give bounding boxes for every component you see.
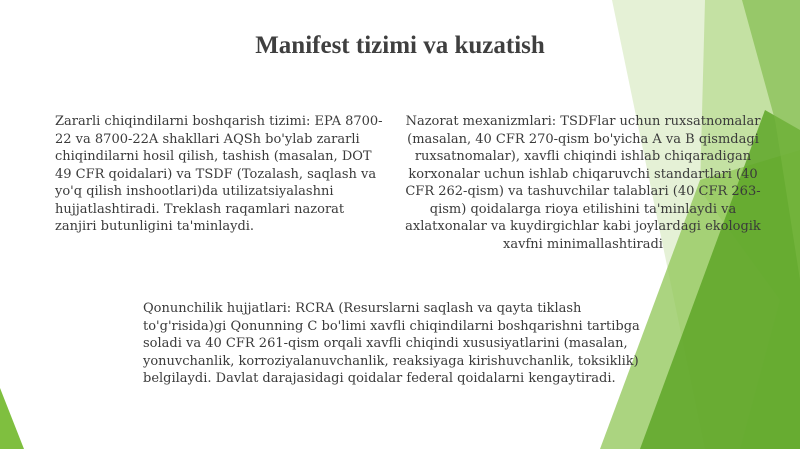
bottom-text-block: Qonunchilik hujjatlari: RCRA (Resurslarni saqlash va qayta tiklash to'g'risida)gi Qonunning C bo'limi xavfli chiqindilarni boshqarishni tartibga soladi va 40 CFR 261-qism orqali xavfli chiqindi xususiyatlarini (masalan, yonuvchanlik, korroziyalanuvchanlik, reaksiyaga kirishuvchanlik, toksiklik) belgilaydi. Davlat darajasidagi qoidalar federal qoidalarni kengaytiradi.: [143, 301, 640, 386]
slide-title: Manifest tizimi va kuzatish: [255, 32, 545, 59]
left-text-block: Zararli chiqindilarni boshqarish tizimi: EPA 8700-22 va 8700-22A shakllari AQSh bo'ylab zararli chiqindilarni hosil qilish, tashish (masalan, DOT 49 CFR qoidalari) va TSDF (Tozalash, saqlash va yo'q qilish inshootlari)da utilizatsiyalashni hujjatlashtiradi. Treklash raqamlari nazorat zanjiri butunligini ta'minlaydi.: [55, 114, 383, 234]
right-text-block: Nazorat mexanizmlari: TSDFlar uchun ruxsatnomalar (masalan, 40 CFR 270-qism bo'yicha A va B qismdagi ruxsatnomalar), xavfli chiqindi ishlab chiqaradigan korxonalar uchun ishlab chiqaruvchi standartlari (40 CFR 262-qism) va tashuvchilar talablari (40 CFR 263-qism) qoidalarga rioya etilishini ta'minlaydi va axlatxonalar va kuydirgichlar kabi joylardagi ekologik xavfni minimallashtiradi: [405, 114, 761, 252]
left-corner-shape: [0, 388, 24, 449]
